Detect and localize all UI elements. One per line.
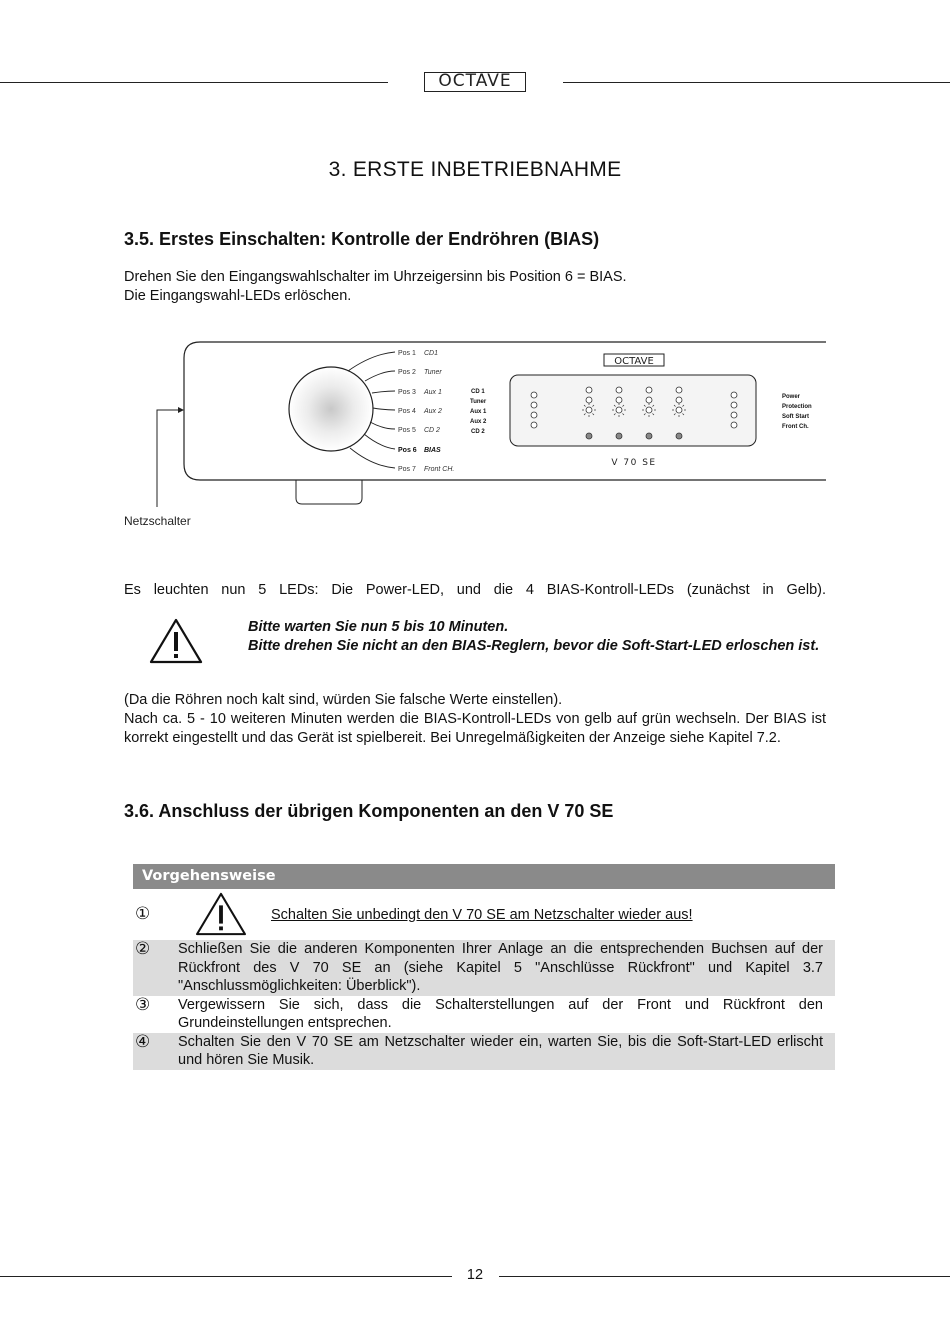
warning-line-2: Bitte drehen Sie nicht an den BIAS-Reglern, bevor die Soft-Start-LED erloschen ist. xyxy=(248,637,820,654)
pos-3-input: Aux 1 xyxy=(424,389,442,396)
header-rule-left xyxy=(0,82,388,83)
step-1-number: ① xyxy=(135,904,151,924)
pos-7-input: Front CH. xyxy=(424,466,455,473)
led-input-3 xyxy=(531,412,537,418)
warning-text xyxy=(248,618,828,655)
input-label-aux1: Aux 1 xyxy=(470,409,487,415)
intro-line-2: Die Eingangswahl-LEDs erlöschen. xyxy=(124,288,352,304)
pos-5-input: CD 2 xyxy=(424,427,440,434)
led-input-2 xyxy=(531,402,537,408)
input-selector-knob xyxy=(289,367,373,451)
procedure-table xyxy=(133,864,835,1070)
page-number: 12 xyxy=(466,1267,484,1283)
pos-1-label: Pos 1 xyxy=(398,350,416,357)
pos-2-input: Tuner xyxy=(424,369,442,376)
input-label-cd2: CD 2 xyxy=(471,429,485,435)
warning-icon xyxy=(148,617,204,665)
status-label-protection: Protection xyxy=(782,404,812,410)
procedure-title: Vorgehensweise xyxy=(133,864,835,889)
step-3-text: Vergewissern Sie sich, dass die Schalterstellungen auf der Front und Rückfront den Grundeinstellungen entsprechen. xyxy=(178,996,823,1031)
pos-4-label: Pos 4 xyxy=(398,408,416,415)
octave-logo: OCTAVE xyxy=(424,72,526,92)
step-1-text: Schalten Sie unbedingt den V 70 SE am Netzschalter wieder aus! xyxy=(271,907,693,923)
para-leds: Es leuchten nun 5 LEDs: Die Power-LED, und die 4 BIAS-Kontroll-LEDs (zunächst in Gelb). xyxy=(124,582,826,598)
led-power xyxy=(731,392,737,398)
status-labels xyxy=(782,394,812,430)
led-protection xyxy=(731,402,737,408)
status-label-front-ch: Front Ch. xyxy=(782,424,809,430)
step-4-text: Schalten Sie den V 70 SE am Netzschalter wieder ein, warten Sie, bis die Soft-Start-LED erlischt und hören Sie Musik. xyxy=(178,1033,823,1068)
netzschalter-label: Netzschalter xyxy=(124,514,191,528)
pos-3-label: Pos 3 xyxy=(398,389,416,396)
chapter-title: 3. ERSTE INBETRIEBNAHME xyxy=(328,158,622,181)
step-2-text: Schließen Sie die anderen Komponenten Ihrer Anlage an die entsprechenden Buchsen auf der Rückfront des V 70 SE an (siehe Kapitel 5 "Anschlüsse Rückfront" und Kapitel 3.7 "Anschlussmöglichkeiten: Überblick"). xyxy=(178,941,823,994)
step-2 xyxy=(133,940,835,996)
pos-1-input: CD1 xyxy=(424,350,439,357)
status-label-soft-start: Soft Start xyxy=(782,414,809,420)
step-2-number: ② xyxy=(135,939,151,959)
para-after: Nach ca. 5 - 10 weiteren Minuten werden die BIAS-Kontroll-LEDs von gelb auf grün wechseln. Der BIAS ist korrekt eingestellt und das Gerät ist spielbereit. Bei Unregelmäßigkeiten der Anzeige siehe Kapitel 7.2. xyxy=(124,711,826,746)
footer-rule-left xyxy=(0,1276,452,1277)
step-4 xyxy=(133,1033,835,1070)
pos-5-label: Pos 5 xyxy=(398,427,416,434)
input-label-cd1: CD 1 xyxy=(471,389,485,395)
para-cold: (Da die Röhren noch kalt sind, würden Sie falsche Werte einstellen). xyxy=(124,692,563,708)
step-3-number: ③ xyxy=(135,994,151,1015)
status-label-power: Power xyxy=(782,394,801,400)
step-4-number: ④ xyxy=(135,1031,151,1052)
header-rule-right xyxy=(563,82,950,83)
pos-4-input: Aux 2 xyxy=(424,408,442,415)
input-label-aux2: Aux 2 xyxy=(470,419,487,425)
led-front-ch xyxy=(731,422,737,428)
pos-2-label: Pos 2 xyxy=(398,369,416,376)
input-label-tuner: Tuner xyxy=(470,399,487,405)
led-input-4 xyxy=(531,422,537,428)
input-labels xyxy=(470,389,487,435)
position-inputs xyxy=(423,350,454,473)
pos-6-label: Pos 6 xyxy=(398,447,417,454)
footer-rule-right xyxy=(499,1276,950,1277)
step-1 xyxy=(133,889,835,940)
model-label: V 70 SE xyxy=(611,458,657,468)
section-heading-3-6: 3.6. Anschluss der übrigen Komponenten an den V 70 SE xyxy=(124,801,614,821)
step-3 xyxy=(133,996,835,1033)
warning-icon xyxy=(194,891,248,937)
intro-line-1: Drehen Sie den Eingangswahlschalter im Uhrzeigersinn bis Position 6 = BIAS. xyxy=(124,269,627,285)
led-input-1 xyxy=(531,392,537,398)
pos-6-input: BIAS xyxy=(424,447,441,454)
pos-7-label: Pos 7 xyxy=(398,466,416,473)
position-labels xyxy=(398,350,417,473)
warning-line-1: Bitte warten Sie nun 5 bis 10 Minuten. xyxy=(248,619,509,635)
display-panel xyxy=(510,375,756,446)
panel-logo: OCTAVE xyxy=(614,356,654,367)
led-soft-start xyxy=(731,412,737,418)
section-heading-3-5: 3.5. Erstes Einschalten: Kontrolle der Endröhren (BIAS) xyxy=(124,229,600,249)
device-front-panel-figure xyxy=(0,330,950,540)
